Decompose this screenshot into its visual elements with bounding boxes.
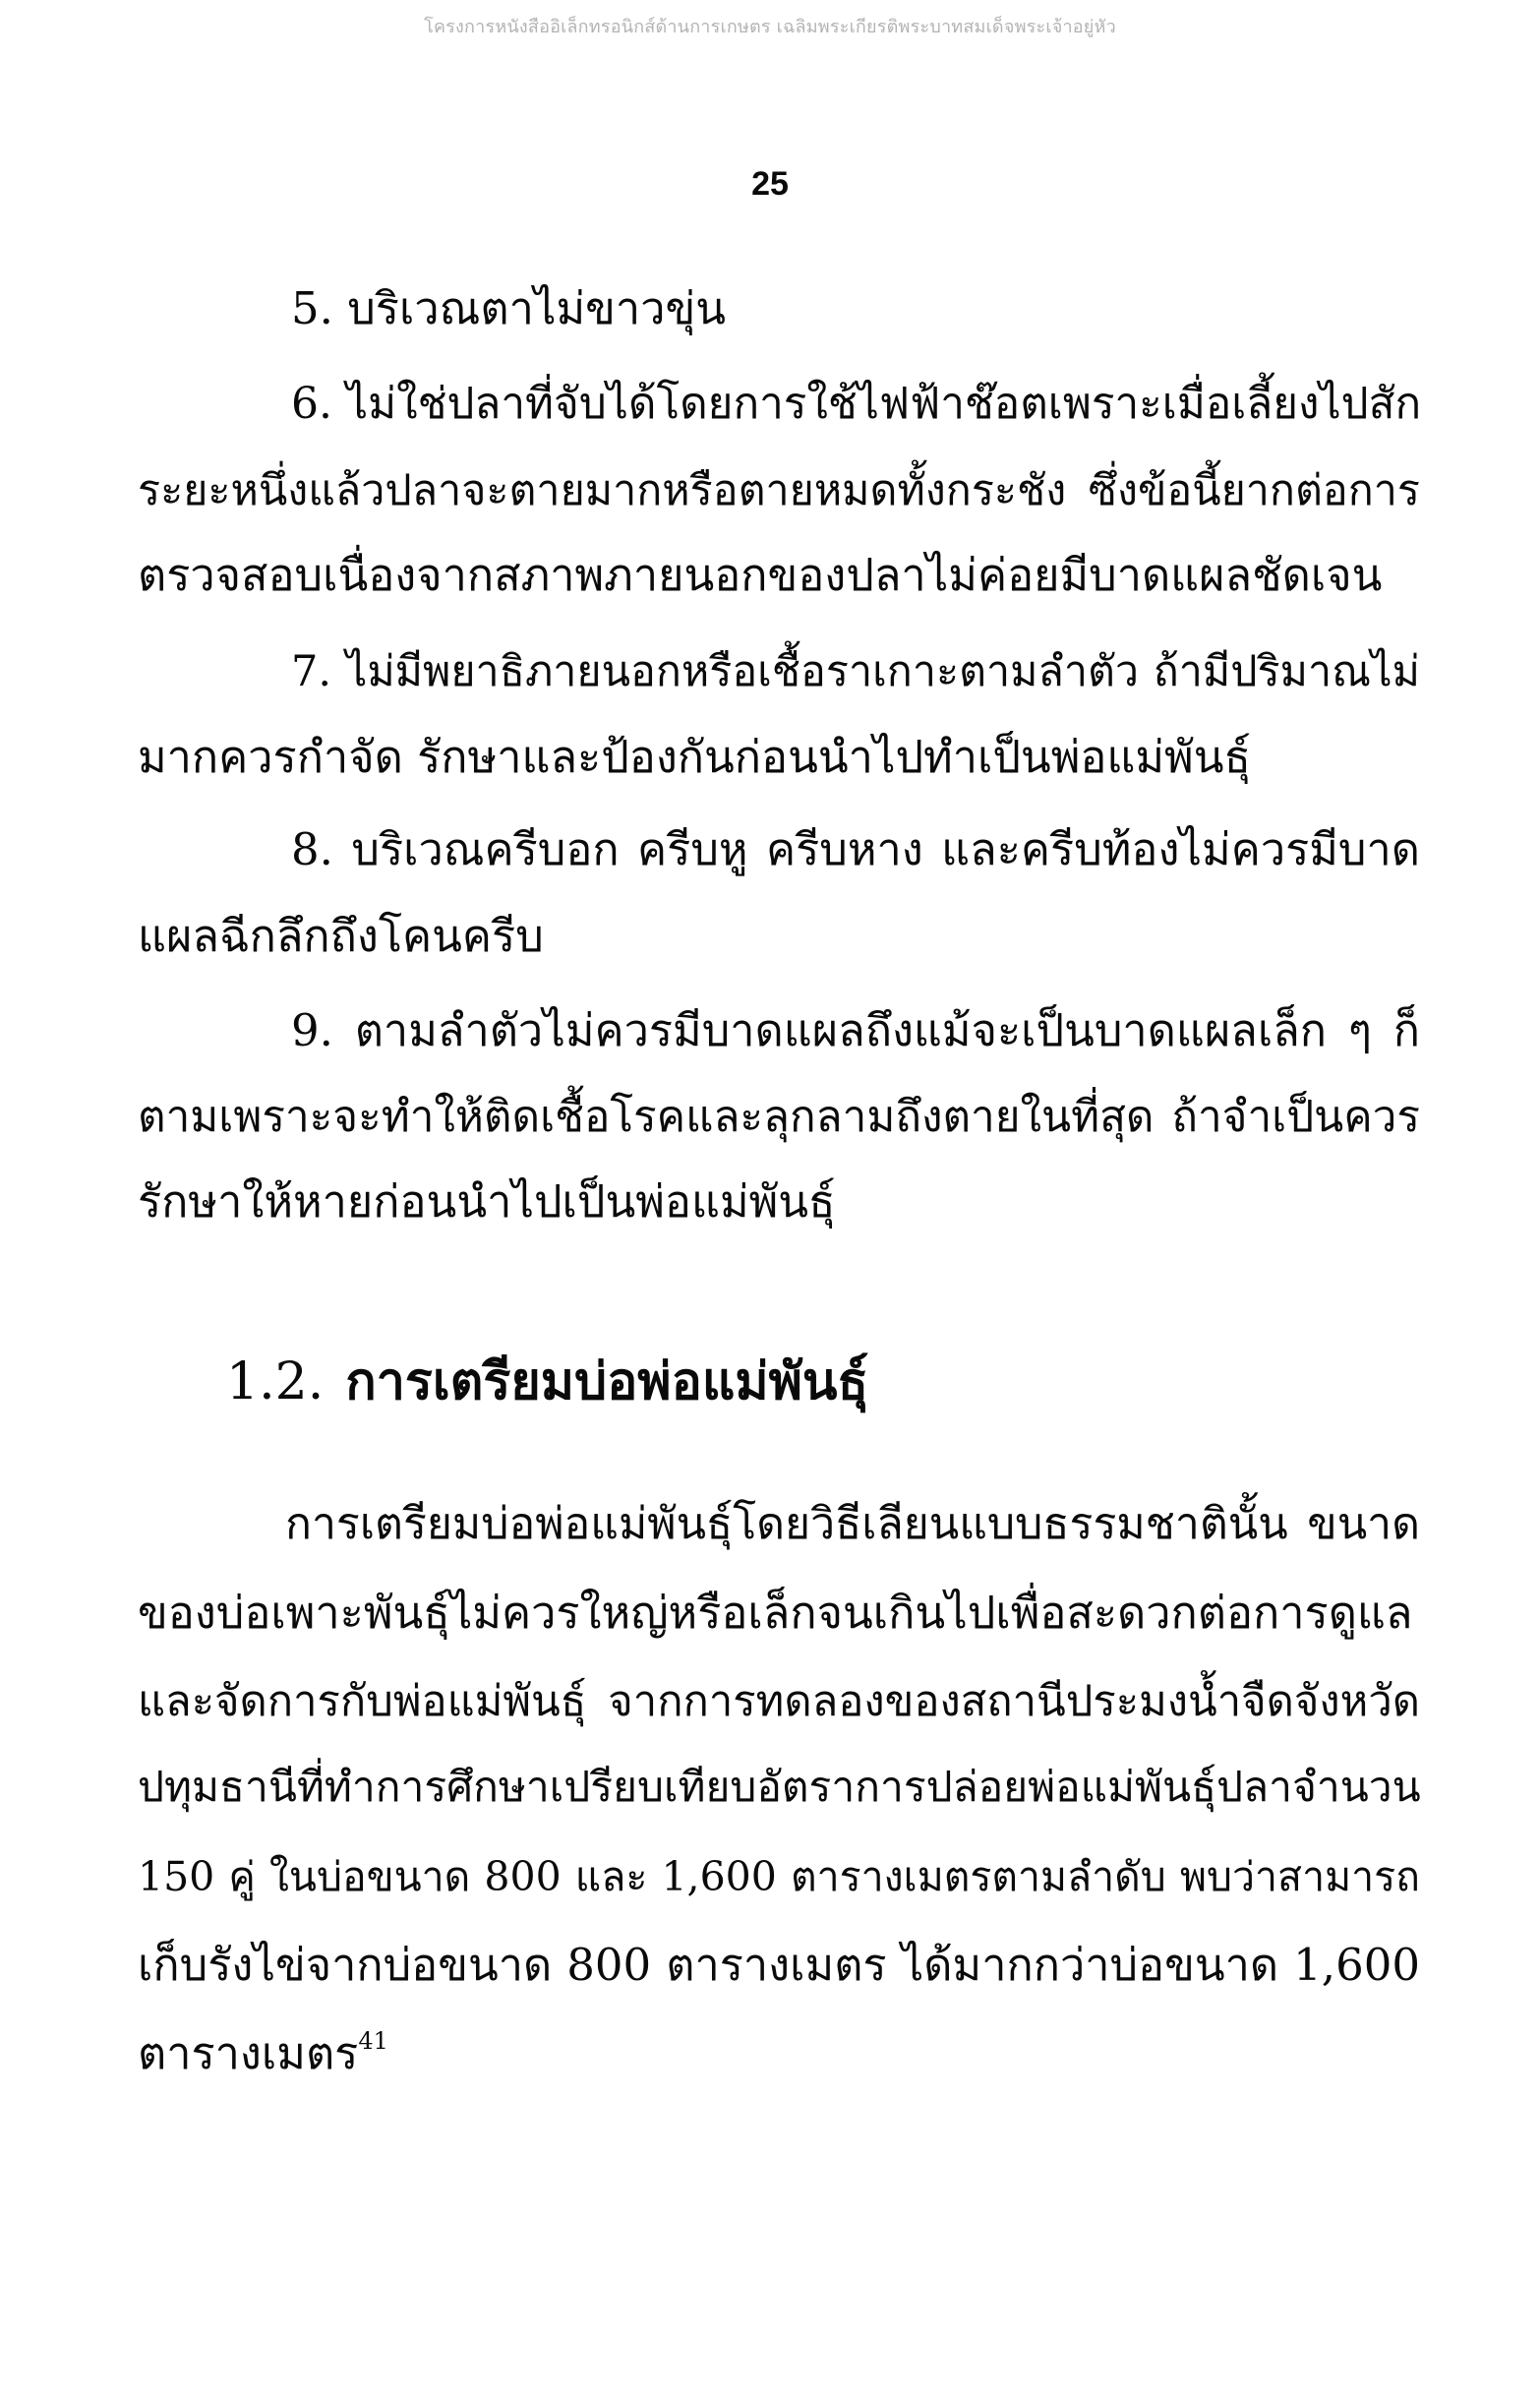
section-title: การเตรียมบ่อพ่อแม่พันธุ์ [345,1351,869,1411]
watermark-banner: โครงการหนังสืออิเล็กทรอนิกส์ด้านการเกษตร เฉลิมพระเกียรติพระบาทสมเด็จพระเจ้าอยู่หัว [424,17,1116,37]
section-heading [226,1338,868,1426]
list-item-6-line-2: ระยะหนึ่งแล้วปลาจะตายมากหรือตายหมดทั้งกระชัง ซึ่งข้อนี้ยากต่อการ [138,466,1420,515]
list-item-8-line-1: 8. บริเวณครีบอก ครีบหู ครีบหาง และครีบท้องไม่ควรมีบาด [291,823,1420,875]
list-item-9-line-2: ตามเพราะจะทำให้ติดเชื้อโรคและลุกลามถึงตายในที่สุด ถ้าจำเป็นควร [138,1092,1420,1142]
list-item-7-line-1: 7. ไม่มีพยาธิภายนอกหรือเชื้อราเกาะตามลำตัว ถ้ามีปริมาณไม่ [291,647,1420,696]
list-item-9-line-1: 9. ตามลำตัวไม่ควรมีบาดแผลถึงแม้จะเป็นบาดแผลเล็ก ๆ ก็ [291,1004,1420,1056]
paragraph-line-7 [138,2012,388,2095]
paragraph-line-5: 150 คู่ ในบ่อขนาด 800 และ 1,600 ตารางเมตรตามลำดับ พบว่าสามารถ [138,1853,1420,1900]
list-item-6-line-1: 6. ไม่ใช่ปลาที่จับได้โดยการใช้ไฟฟ้าช๊อตเพราะเมื่อเลี้ยงไปสัก [291,379,1422,429]
list-item-9-line-3: รักษาให้หายก่อนนำไปเป็นพ่อแม่พันธุ์ [138,1175,836,1228]
paragraph-line-1: การเตรียมบ่อพ่อแม่พันธุ์โดยวิธีเลียนแบบธรรมชาตินั้น ขนาด [285,1499,1420,1549]
paragraph-line-3: และจัดการกับพ่อแม่พันธุ์ จากการทดลองของสถานีประมงน้ำจืดจังหวัด [138,1677,1420,1726]
list-item-7-line-2: มากควรกำจัด รักษาและป้องกันก่อนนำไปทำเป็นพ่อแม่พันธุ์ [138,731,1251,783]
paragraph-last-text: ตารางเมตร [138,2027,359,2079]
section-number: 1.2. [226,1352,325,1411]
page-number: 25 [751,165,789,203]
list-item-8-line-2: แผลฉีกลึกถึงโคนครีบ [138,910,544,962]
paragraph-line-2: ของบ่อเพาะพันธุ์ไม่ควรใหญ่หรือเล็กจนเกินไปเพื่อสะดวกต่อการดูแล [138,1587,1413,1639]
paragraph-line-6: เก็บรังไข่จากบ่อขนาด 800 ตารางเมตร ได้มากกว่าบ่อขนาด 1,600 [138,1939,1420,1991]
list-item-6-line-3: ตรวจสอบเนื่องจากสภาพภายนอกของปลาไม่ค่อยมีบาดแผลชัดเจน [138,549,1383,601]
list-item-5: 5. บริเวณตาไม่ขาวขุ่น [291,282,726,334]
paragraph-line-4: ปทุมธานีที่ทำการศึกษาเปรียบเทียบอัตราการปล่อยพ่อแม่พันธุ์ปลาจำนวน [138,1764,1421,1812]
footnote-reference: 41 [358,2027,388,2055]
